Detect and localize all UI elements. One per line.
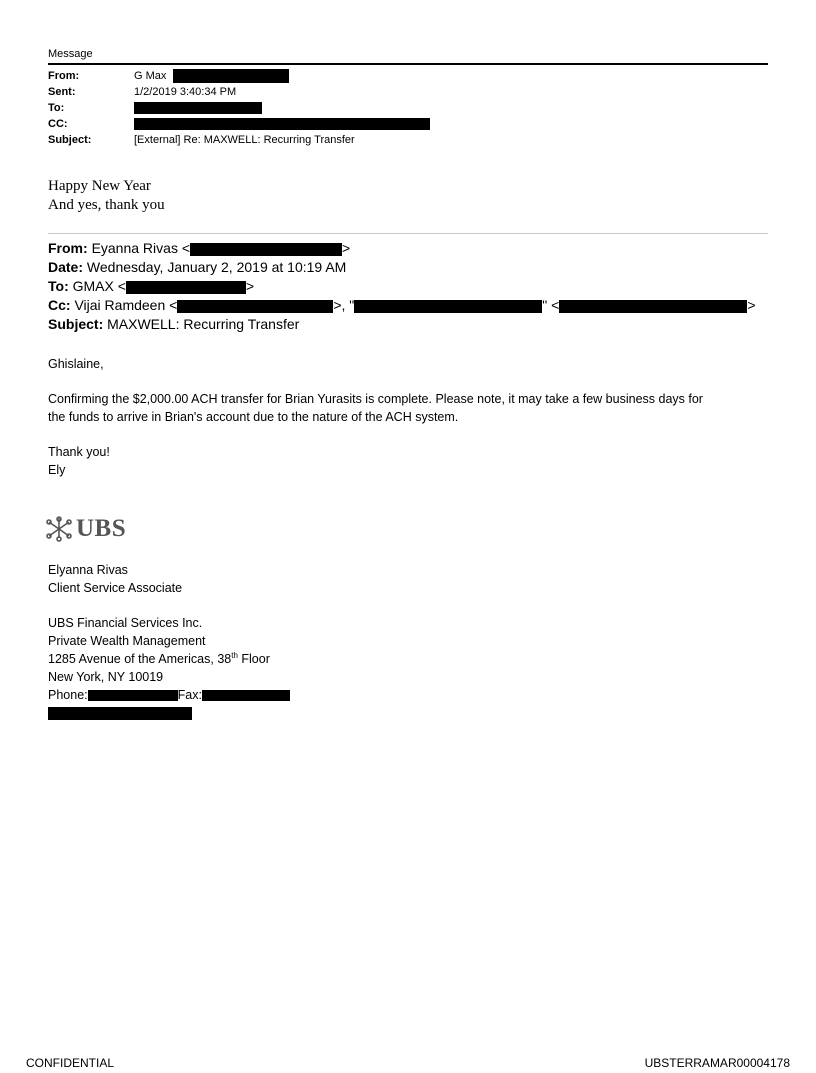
message-label: Message [48, 48, 93, 60]
header-cc-row [48, 116, 430, 132]
fax-label: Fax: [177, 688, 202, 702]
header-to-row [48, 100, 262, 116]
ubs-keys-icon [46, 516, 72, 542]
sig-address [48, 650, 270, 668]
header-subject-row [48, 132, 355, 148]
sent-value: 1/2/2019 3:40:34 PM [134, 86, 237, 98]
subject-value: [External] Re: MAXWELL: Recurring Transfer [134, 134, 355, 146]
sig-address-sup: th [231, 650, 238, 660]
from-key: From: [48, 70, 80, 82]
quoted-subject-value: MAXWELL: Recurring Transfer [107, 316, 300, 332]
redaction [559, 300, 747, 313]
quoted-to-row: To: GMAX < > [48, 278, 255, 294]
redaction [126, 281, 246, 294]
phone-label: Phone: [48, 688, 88, 702]
footer-bates-number: UBSTERRAMAR00004178 [644, 1056, 790, 1070]
reply-line-1: Happy New Year [48, 178, 151, 194]
sig-phone-fax [48, 686, 290, 704]
signoff-line: Ely [48, 463, 66, 477]
header-rule [48, 63, 768, 65]
redaction [88, 690, 178, 701]
sig-company: UBS Financial Services Inc. [48, 616, 203, 630]
quoted-from-row: From: Eyanna Rivas < > [48, 240, 351, 256]
header-sent-row [48, 84, 236, 100]
quoted-date-row [48, 258, 346, 277]
cc-key: CC: [48, 118, 68, 130]
ubs-logo-text: UBS [76, 515, 127, 542]
footer-confidential: CONFIDENTIAL [26, 1056, 115, 1070]
body-line-1: Confirming the $2,000.00 ACH transfer for Brian Yurasits is complete. Please note, it may take a few business days for [48, 392, 703, 406]
quoted-subject-row [48, 315, 299, 334]
quoted-subject-key: Subject: [48, 316, 104, 332]
to-key: To: [48, 102, 65, 114]
sent-key: Sent: [48, 86, 76, 98]
sig-name: Elyanna Rivas [48, 563, 128, 577]
quoted-from-name: Eyanna Rivas < [91, 240, 191, 256]
redaction [354, 300, 542, 313]
sig-address-main: 1285 Avenue of the Americas, 38 [48, 652, 232, 666]
quoted-date-key: Date: [48, 259, 84, 275]
redaction [134, 102, 262, 114]
sig-division: Private Wealth Management [48, 634, 206, 648]
header-from-row [48, 68, 289, 84]
quoted-to-key: To: [48, 278, 69, 294]
reply-line-2: And yes, thank you [48, 197, 165, 213]
ubs-logo [46, 514, 126, 544]
quote-divider [48, 233, 768, 234]
redaction [190, 243, 342, 256]
redaction [177, 300, 333, 313]
quoted-cc-key: Cc: [48, 297, 71, 313]
quoted-date-value: Wednesday, January 2, 2019 at 10:19 AM [86, 259, 347, 275]
subject-key: Subject: [48, 134, 92, 146]
thanks-line: Thank you! [48, 445, 110, 459]
from-value: G Max [134, 70, 167, 82]
body-line-2: the funds to arrive in Brian's account due to the nature of the ACH system. [48, 410, 459, 424]
sig-title: Client Service Associate [48, 581, 183, 595]
quoted-from-key: From: [48, 240, 88, 256]
redaction [173, 69, 289, 83]
redaction-email [48, 707, 192, 720]
quoted-cc-row: Cc: Vijai Ramdeen < >, " " < > [48, 297, 756, 313]
redaction [202, 690, 290, 701]
quoted-cc-name: Vijai Ramdeen < [74, 297, 178, 313]
redaction [134, 118, 430, 130]
sig-address-floor: Floor [237, 652, 270, 666]
greeting: Ghislaine, [48, 357, 104, 371]
quoted-to-name: GMAX < [72, 278, 126, 294]
sig-city: New York, NY 10019 [48, 670, 164, 684]
